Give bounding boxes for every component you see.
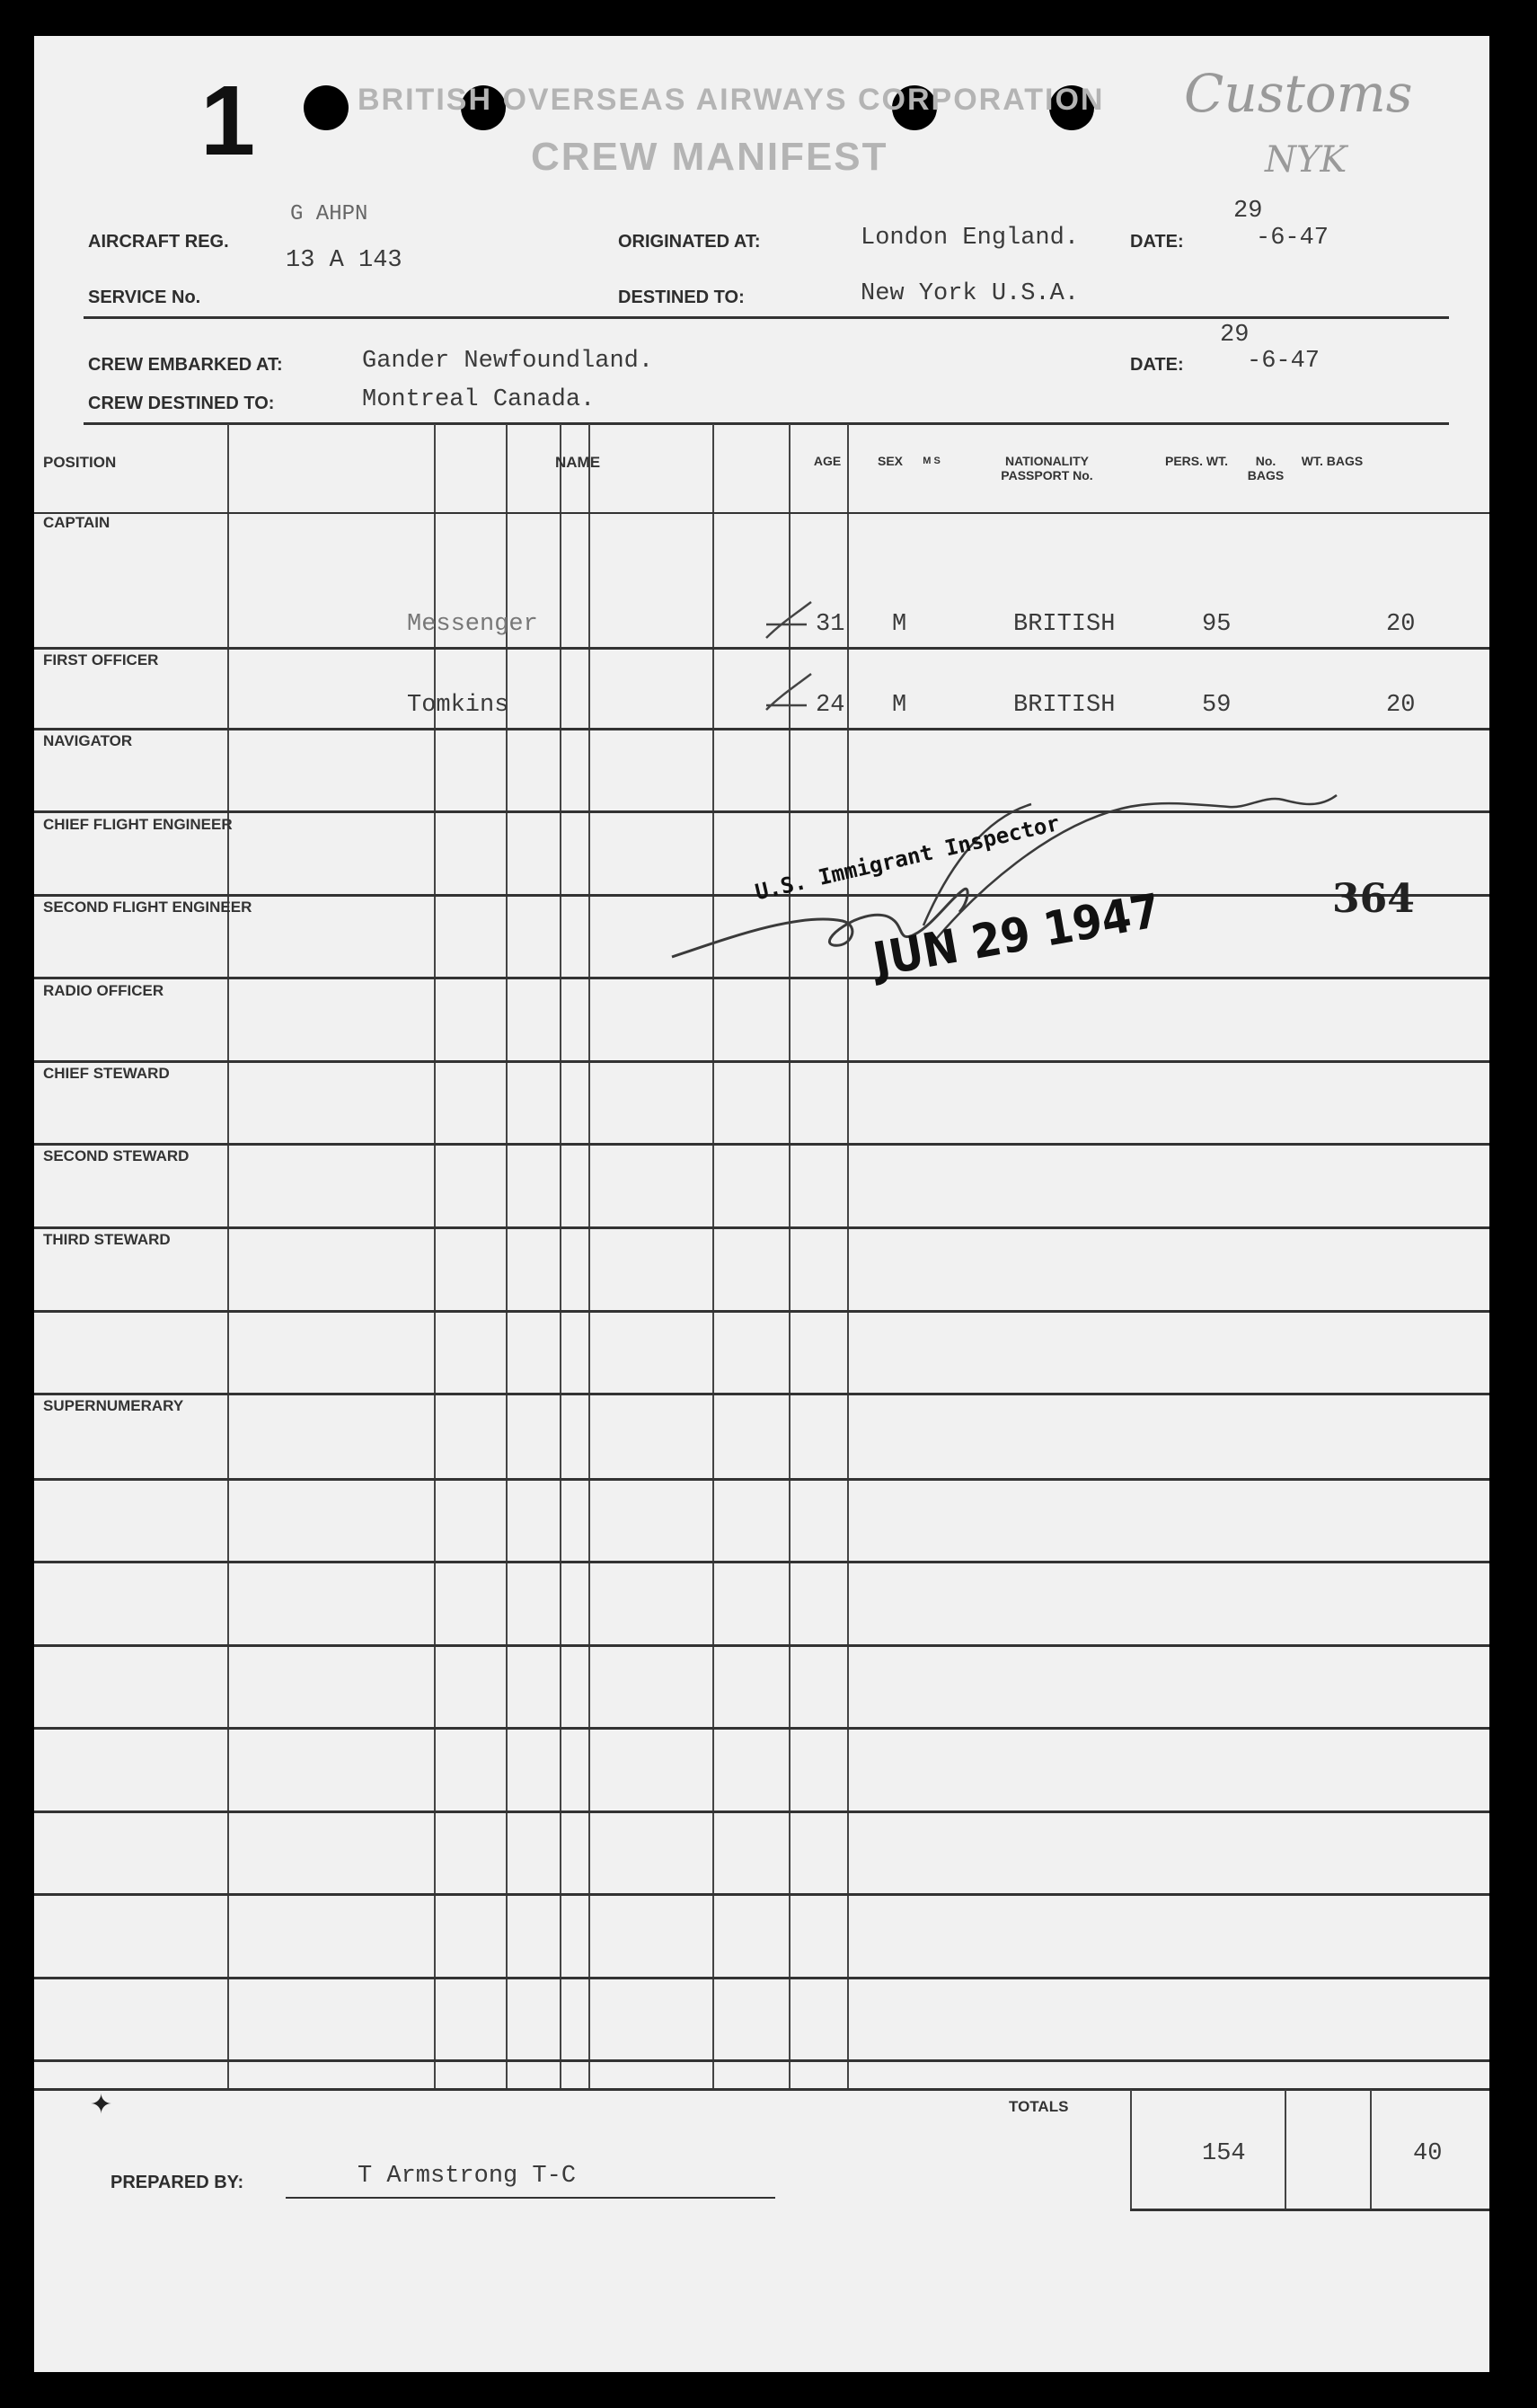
date2-label: DATE: bbox=[1130, 355, 1184, 375]
position-chief-flight-engineer: CHIEF FLIGHT ENGINEER bbox=[43, 816, 233, 833]
destined-to-value: New York U.S.A. bbox=[861, 280, 1080, 307]
inspector-stamp-date: JUN 29 1947 bbox=[870, 884, 1164, 988]
position-supernumerary: SUPERNUMERARY bbox=[43, 1397, 184, 1414]
destined-to-label: DESTINED TO: bbox=[618, 288, 745, 307]
crew-nationality: BRITISH bbox=[1013, 692, 1116, 719]
totals-label: TOTALS bbox=[1009, 2098, 1069, 2115]
form-title: CREW MANIFEST bbox=[531, 135, 888, 179]
col-no-bags: No. BAGS bbox=[1247, 454, 1285, 482]
handwritten-note-2: NYK bbox=[1265, 139, 1347, 181]
prepared-by-value: T Armstrong T-C bbox=[358, 2163, 577, 2190]
handwritten-number: 364 bbox=[1332, 876, 1415, 922]
position-third-steward: THIRD STEWARD bbox=[43, 1231, 171, 1248]
position-navigator: NAVIGATOR bbox=[43, 732, 133, 749]
aircraft-reg-value: G AHPN bbox=[290, 202, 368, 226]
crew-sex: M bbox=[892, 611, 907, 638]
date-label: DATE: bbox=[1130, 232, 1184, 252]
crew-nationality: BRITISH bbox=[1013, 611, 1116, 638]
check-mark-1 bbox=[762, 598, 816, 651]
check-mark-2 bbox=[762, 669, 816, 723]
col-age: AGE bbox=[813, 454, 842, 468]
header-rule-1 bbox=[84, 316, 1449, 319]
col-pers-wt: PERS. WT. bbox=[1164, 454, 1228, 468]
crew-embarked-value: Gander Newfoundland. bbox=[362, 348, 654, 375]
crew-name: Messenger bbox=[407, 611, 538, 638]
date-day: 29 bbox=[1233, 198, 1263, 225]
manifest-sheet bbox=[34, 36, 1489, 2372]
crew-age: 24 bbox=[816, 692, 845, 719]
crew-pers-wt: 95 bbox=[1202, 611, 1232, 638]
position-second-flight-engineer: SECOND FLIGHT ENGINEER bbox=[43, 899, 252, 916]
aircraft-serial: 13 A 143 bbox=[286, 247, 402, 274]
position-first-officer: FIRST OFFICER bbox=[43, 651, 159, 668]
originated-at-value: London England. bbox=[861, 225, 1080, 252]
company-name: BRITISH OVERSEAS AIRWAYS CORPORATION bbox=[358, 83, 1105, 117]
col-position: POSITION bbox=[43, 454, 117, 471]
totals-wt-bags: 40 bbox=[1413, 2140, 1443, 2167]
prepared-by-label: PREPARED BY: bbox=[110, 2173, 244, 2192]
position-captain: CAPTAIN bbox=[43, 514, 110, 531]
col-name: NAME bbox=[555, 454, 601, 471]
col-wt-bags: WT. BAGS bbox=[1301, 454, 1364, 468]
inspector-stamp-line: U.S. Immigrant Inspector bbox=[753, 810, 1063, 906]
page-number: 1 bbox=[200, 66, 256, 176]
date-rest: -6-47 bbox=[1256, 225, 1329, 252]
service-no-label: SERVICE No. bbox=[88, 288, 201, 307]
handwritten-note: Customs bbox=[1184, 63, 1413, 124]
crew-pers-wt: 59 bbox=[1202, 692, 1232, 719]
crew-wt-bags: 20 bbox=[1386, 611, 1416, 638]
date2-day: 29 bbox=[1220, 322, 1250, 349]
footer-mark: ✦ bbox=[90, 2090, 113, 2120]
crew-embarked-label: CREW EMBARKED AT: bbox=[88, 355, 283, 375]
crew-destined-value: Montreal Canada. bbox=[362, 386, 596, 413]
punch-hole-1 bbox=[304, 85, 349, 130]
crew-sex: M bbox=[892, 692, 907, 719]
totals-pers-wt: 154 bbox=[1202, 2140, 1246, 2167]
col-ms: M S bbox=[923, 456, 941, 466]
date2-rest: -6-47 bbox=[1247, 348, 1321, 375]
crew-age: 31 bbox=[816, 611, 845, 638]
col-nationality: NATIONALITY PASSPORT No. bbox=[1001, 454, 1093, 482]
aircraft-reg-label: AIRCRAFT REG. bbox=[88, 232, 229, 252]
position-radio-officer: RADIO OFFICER bbox=[43, 982, 164, 999]
crew-wt-bags: 20 bbox=[1386, 692, 1416, 719]
col-sex: SEX bbox=[877, 454, 903, 468]
originated-at-label: ORIGINATED AT: bbox=[618, 232, 761, 252]
crew-destined-label: CREW DESTINED TO: bbox=[88, 394, 275, 413]
crew-name: Tomkins bbox=[407, 692, 509, 719]
position-second-steward: SECOND STEWARD bbox=[43, 1147, 190, 1164]
prepared-by-line bbox=[286, 2197, 775, 2199]
header-rule-2 bbox=[84, 422, 1449, 425]
position-chief-steward: CHIEF STEWARD bbox=[43, 1065, 170, 1082]
